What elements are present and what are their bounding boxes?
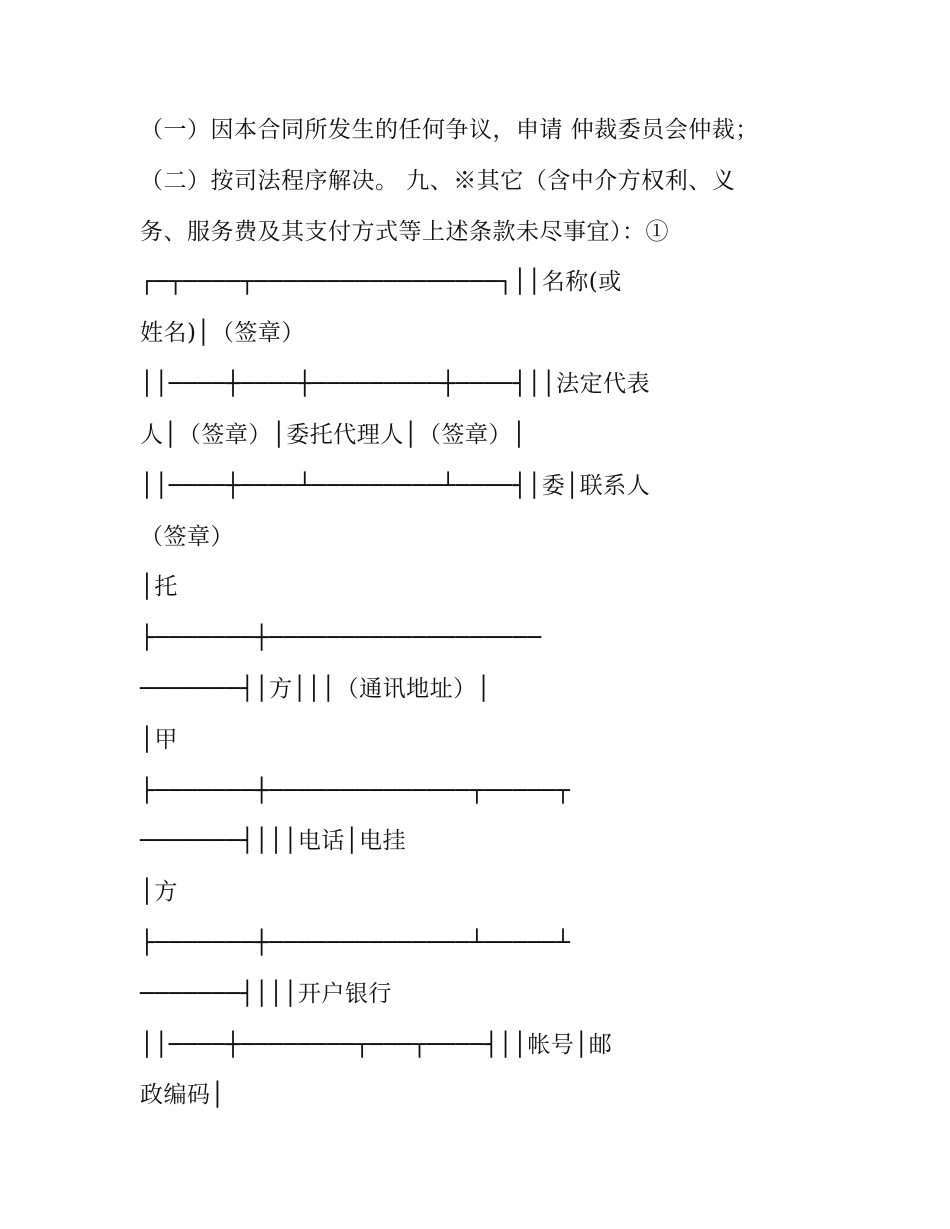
- table-rule-line-8: ││────┼────┴─────────┴────┤│委│联系人: [140, 473, 651, 499]
- text-line-16: │方: [140, 879, 178, 905]
- table-rule-line-18: ───────┤│││开户银行: [140, 981, 392, 1007]
- text-line-3: 务、服务费及其支付方式等上述条款未尽事宜）：①: [140, 219, 669, 245]
- table-rule-line-6: ││────┼────┼─────────┼────┤││法定代表: [140, 371, 651, 397]
- text-line-5: 姓名)│（签章）: [140, 320, 305, 346]
- table-rule-line-4: ┌─┬────┬─────────────────┐││名称(或: [140, 269, 622, 295]
- table-rule-line-12: ───────┤│方│││（通讯地址）│: [140, 676, 492, 702]
- text-line-7: 人│（签章）│委托代理人│（签章）│: [140, 422, 527, 448]
- table-rule-line-15: ───────┤│││电话│电挂: [140, 828, 407, 854]
- text-line-20: 政编码│: [140, 1082, 225, 1108]
- table-rule-line-14: ├───────┼──────────────┬─────┬: [140, 778, 571, 804]
- text-line-13: │甲: [140, 727, 178, 753]
- table-rule-line-17: ├───────┼──────────────┴─────┴: [140, 930, 571, 956]
- table-rule-line-11: ├───────┼───────────────────: [140, 625, 542, 651]
- table-rule-line-19: ││────┼────────┬───┬────┤││帐号│邮: [140, 1032, 613, 1058]
- text-line-2: （二）按司法程序解决。 九、※其它（含中介方权利、义: [140, 168, 736, 194]
- text-line-1: （一）因本合同所发生的任何争议，申请 仲裁委员会仲裁；: [140, 117, 759, 143]
- text-line-9: （签章）: [140, 524, 234, 550]
- text-line-10: │托: [140, 574, 178, 600]
